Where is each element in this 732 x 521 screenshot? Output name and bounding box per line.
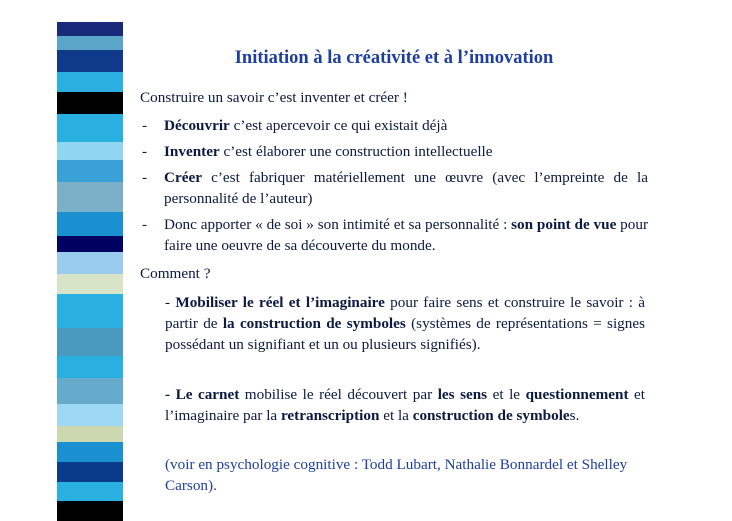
bullet-text: c’est fabriquer matériellement une œuvre (avec l’empreinte de la personnalité de l’auteur) xyxy=(164,169,648,207)
bullet-keyword: Créer xyxy=(164,169,202,186)
bullet-keyword: son point de vue xyxy=(511,216,617,233)
para-text: - xyxy=(165,294,176,311)
para-text: et le xyxy=(487,386,526,403)
bullet-list xyxy=(140,115,648,261)
para-text: mobilise le réel découvert par xyxy=(239,386,438,403)
bullet-item xyxy=(140,167,648,209)
para-keyword: la construction de symboles xyxy=(222,315,406,332)
para-keyword: construction de symbole xyxy=(412,407,570,424)
para-keyword: Mobiliser le réel et l’imaginaire xyxy=(175,294,385,311)
bullet-item xyxy=(140,141,648,162)
bullet-text: c’est apercevoir ce qui existait déjà xyxy=(229,117,448,134)
bullet-text: c’est élaborer une construction intellectuelle xyxy=(219,143,493,160)
comment-heading: Comment ? xyxy=(140,265,211,282)
para-text: et la xyxy=(379,407,413,424)
para-text: et l’imaginaire par la xyxy=(165,386,645,424)
bullet-item xyxy=(140,115,648,136)
para-keyword: les sens xyxy=(437,386,488,403)
bullet-keyword: Découvrir xyxy=(164,117,230,134)
para-keyword: questionnement xyxy=(525,386,629,403)
para-keyword: retranscription xyxy=(280,407,380,424)
bullet-text: pour faire une oeuvre de sa découverte du monde. xyxy=(164,216,648,254)
intro-text: Construire un savoir c’est inventer et créer ! xyxy=(140,89,408,106)
reference-note: (voir en psychologie cognitive : Todd Lubart, Nathalie Bonnardel et Shelley Carson). xyxy=(165,456,628,494)
para-text: s. xyxy=(569,407,580,424)
bullet-keyword: Inventer xyxy=(164,143,220,160)
bullet-item xyxy=(140,214,648,256)
para-text: pour faire sens et construire le savoir : à partir de xyxy=(165,294,646,332)
para-keyword: - Le carnet xyxy=(165,386,240,403)
paragraph-mobiliser xyxy=(165,292,645,355)
slide-title: Initiation à la créativité et à l’innovation xyxy=(234,48,554,68)
para-text: (systèmes de représentations = signes possédant un signifiant et un ou plusieurs signifiés). xyxy=(165,315,645,353)
paragraph-carnet xyxy=(165,384,645,426)
bullet-text: Donc apporter « de soi » son intimité et sa personnalité : xyxy=(164,216,512,233)
